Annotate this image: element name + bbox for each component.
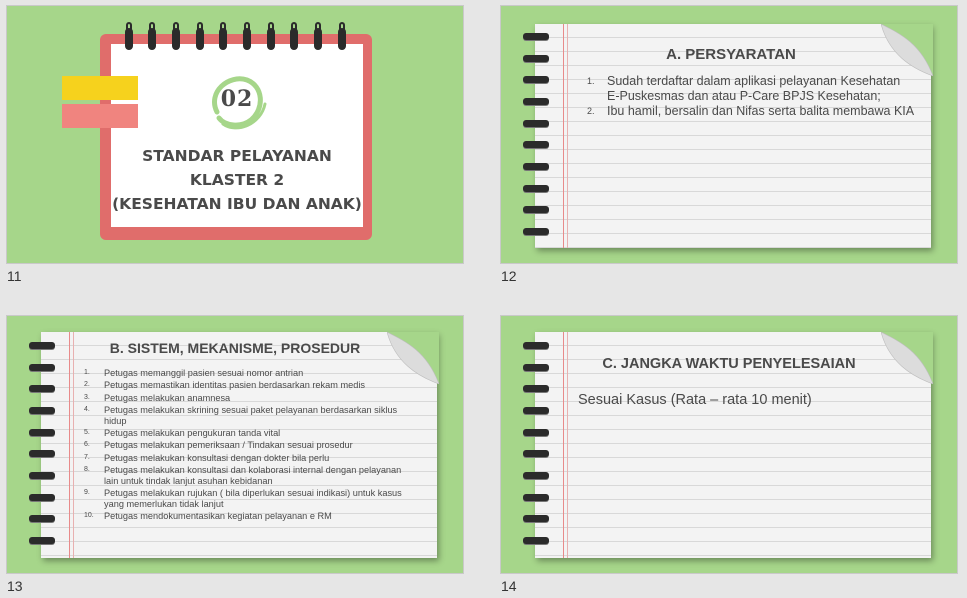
- item-number: 2.: [587, 106, 595, 116]
- list-item: [84, 404, 410, 427]
- item-number: 1.: [84, 369, 90, 376]
- requirements-list: [587, 74, 915, 119]
- slide-title: C. JANGKA WAKTU PENYELESAIAN: [602, 356, 856, 372]
- section-number: 02: [220, 86, 254, 112]
- list-item: [84, 427, 410, 439]
- slide-number-label: 11: [7, 268, 22, 284]
- item-text: Petugas melakukan anamnesa: [104, 392, 231, 403]
- item-text: Ibu hamil, bersalin dan Nifas serta balita membawa KIA: [607, 104, 915, 118]
- slide-number-label: 14: [501, 578, 517, 594]
- item-number: 3.: [84, 393, 90, 401]
- title-line: (KESEHATAN IBU DAN ANAK): [112, 195, 362, 213]
- slide-title: A. PERSYARATAN: [666, 46, 796, 63]
- slide-title: B. SISTEM, MEKANISME, PROSEDUR: [109, 340, 361, 356]
- item-number: 2.: [84, 381, 90, 389]
- slide-thumbnail-14[interactable]: [500, 315, 958, 574]
- item-number: 10.: [84, 512, 94, 520]
- item-text: Petugas mendokumentasikan kegiatan pelayanan e RM: [104, 511, 332, 522]
- list-item: [84, 487, 410, 510]
- item-text: Petugas melakukan pemeriksaan / Tindakan sesuai prosedur: [104, 440, 353, 451]
- list-item: [84, 440, 410, 451]
- item-number: 5.: [84, 428, 90, 436]
- list-item: [84, 380, 410, 391]
- title-line: KLASTER 2: [189, 171, 285, 189]
- list-item: [84, 368, 410, 379]
- slide-number-label: 13: [7, 578, 23, 594]
- item-text: Sudah terdaftar dalam aplikasi pelayanan Kesehatan E-Puskesmas dan atau P-Care BPJS Kesehatan;: [607, 74, 901, 103]
- item-number: 1.: [587, 76, 595, 86]
- item-text: Petugas melakukan konsultasi dan kolaborasi internal dengan pelayanan lain untuk tindak lanjut asuhan kebidanan: [104, 464, 402, 486]
- slide-title: [111, 144, 363, 216]
- list-item: [587, 104, 915, 119]
- item-number: 7.: [84, 453, 90, 461]
- page-curl-corner: [881, 24, 933, 76]
- slide-body-text: Sesuai Kasus (Rata – rata 10 menit): [578, 392, 812, 408]
- slide-thumbnail-12[interactable]: [500, 5, 958, 264]
- item-text: Petugas memastikan identitas pasien berdasarkan rekam medis: [104, 380, 365, 391]
- slide-number-label: 12: [501, 268, 517, 284]
- item-number: 9.: [84, 488, 90, 496]
- item-text: Petugas melakukan konsultasi dengan dokter bila perlu: [104, 452, 330, 463]
- item-number: 8.: [84, 465, 90, 473]
- item-text: Petugas melakukan rujukan ( bila diperlukan sesuai indikasi) untuk kasus yang memerlukan tidak lanjut: [104, 487, 402, 509]
- list-item: [84, 464, 410, 487]
- sticky-note-yellow: [62, 76, 138, 100]
- list-item: [84, 392, 410, 404]
- item-text: Petugas memanggil pasien sesuai nomor antrian: [104, 368, 304, 378]
- slide-thumbnail-13[interactable]: [6, 315, 464, 574]
- item-text: Petugas melakukan pengukuran tanda vital: [104, 427, 281, 438]
- title-line: STANDAR PELAYANAN: [142, 147, 332, 165]
- list-item: [84, 511, 410, 522]
- list-item: [84, 452, 410, 464]
- procedure-list: [84, 368, 410, 522]
- item-number: 4.: [84, 405, 90, 413]
- slide-thumbnail-11[interactable]: [6, 5, 464, 264]
- sticky-note-pink: [62, 104, 138, 128]
- list-item: [587, 74, 915, 104]
- item-number: 6.: [84, 441, 90, 449]
- item-text: Petugas melakukan skrining sesuai paket pelayanan berdasarkan siklus hidup: [104, 404, 398, 426]
- page-curl-corner: [881, 332, 933, 384]
